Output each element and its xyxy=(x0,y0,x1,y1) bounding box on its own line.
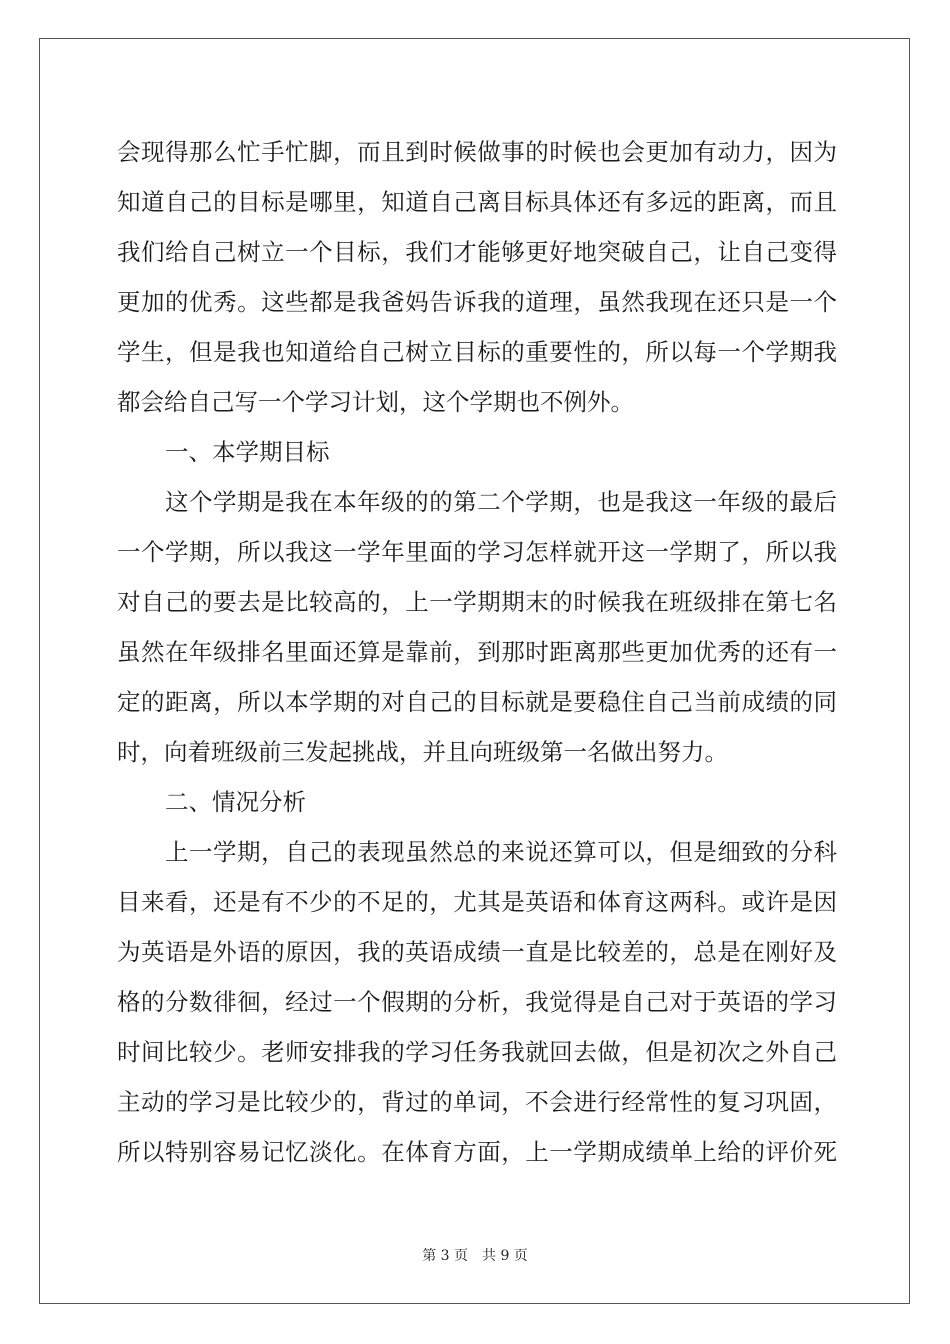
text-line: 所以特别容易记忆淡化。在体育方面，上一学期成绩单上给的评价死 xyxy=(117,1138,837,1166)
document-body xyxy=(117,127,837,1177)
page-number-footer: 第 3 页 共 9 页 xyxy=(422,1248,528,1264)
text-line: 格的分数徘徊，经过一个假期的分析，我觉得是自己对于英语的学习 xyxy=(117,988,837,1016)
text-line: 知道自己的目标是哪里，知道自己离目标具体还有多远的距离，而且 xyxy=(117,188,837,216)
section-heading: 一、本学期目标 xyxy=(165,438,330,466)
text-line: 主动的学习是比较少的，背过的单词，不会进行经常性的复习巩固， xyxy=(117,1088,837,1116)
text-line: 上一学期，自己的表现虽然总的来说还算可以，但是细致的分科 xyxy=(165,838,837,866)
text-line: 虽然在年级排名里面还算是靠前，到那时距离那些更加优秀的还有一 xyxy=(117,638,837,666)
text-line: 会现得那么忙手忙脚，而且到时候做事的时候也会更加有动力，因为 xyxy=(117,138,837,166)
text-line: 定的距离，所以本学期的对自己的目标就是要稳住自己当前成绩的同 xyxy=(117,688,837,716)
text-line: 我们给自己树立一个目标，我们才能够更好地突破自己，让自己变得 xyxy=(117,238,837,266)
text-line: 为英语是外语的原因，我的英语成绩一直是比较差的，总是在刚好及 xyxy=(117,938,837,966)
section-heading: 二、情况分析 xyxy=(165,788,306,816)
text-line: 时间比较少。老师安排我的学习任务我就回去做，但是初次之外自己 xyxy=(117,1038,837,1066)
text-line: 这个学期是我在本年级的的第二个学期，也是我这一年级的最后 xyxy=(165,488,837,516)
text-line: 都会给自己写一个学习计划，这个学期也不例外。 xyxy=(117,388,634,416)
text-line: 更加的优秀。这些都是我爸妈告诉我的道理，虽然我现在还只是一个 xyxy=(117,288,837,316)
text-line: 一个学期，所以我这一学年里面的学习怎样就开这一学期了，所以我 xyxy=(117,538,837,566)
text-line: 对自己的要去是比较高的，上一学期期末的时候我在班级排在第七名 xyxy=(117,588,837,616)
text-line: 学生，但是我也知道给自己树立目标的重要性的，所以每一个学期我 xyxy=(117,338,837,366)
text-line: 目来看，还是有不少的不足的，尤其是英语和体育这两科。或许是因 xyxy=(117,888,837,916)
text-line: 时，向着班级前三发起挑战，并且向班级第一名做出努力。 xyxy=(117,738,728,766)
